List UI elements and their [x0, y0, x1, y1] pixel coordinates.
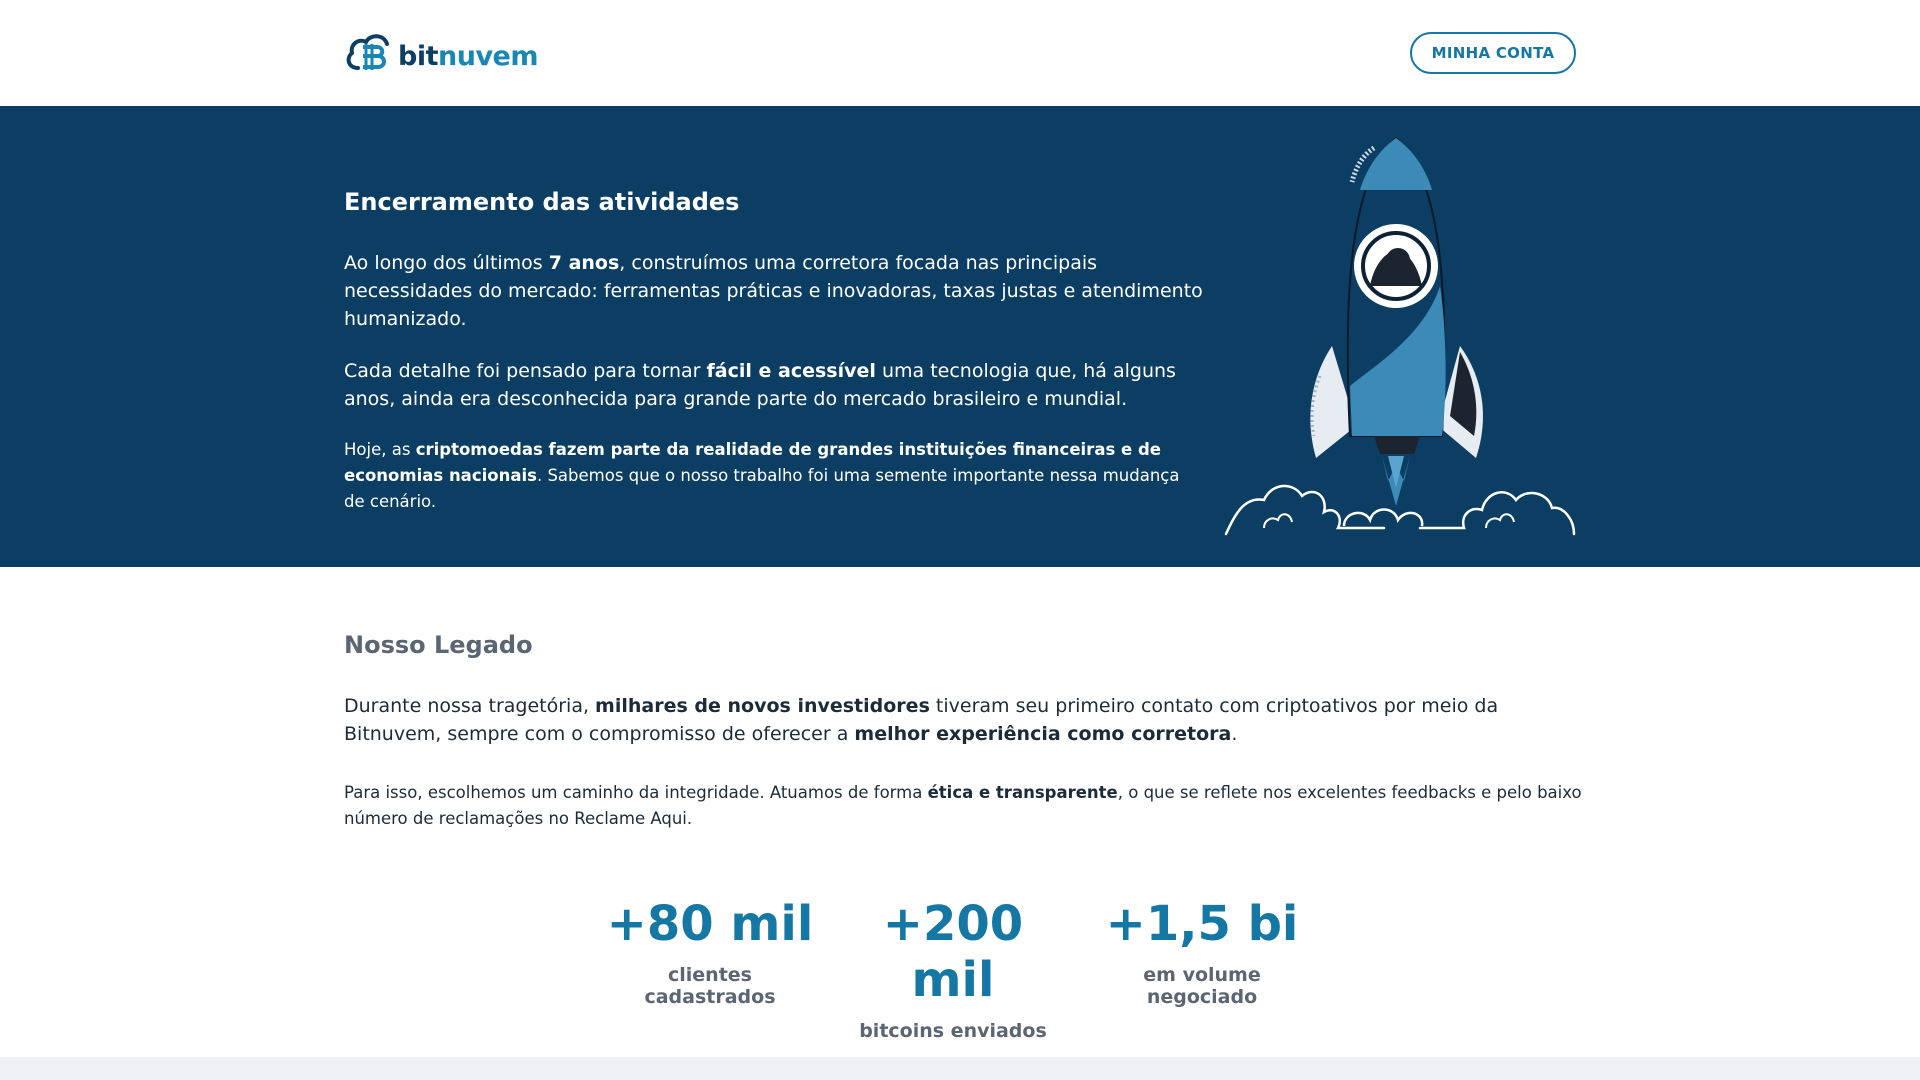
stat-value: +80 mil	[606, 896, 814, 952]
text-bold: 7 anos	[548, 252, 620, 274]
text-bold: fácil e acessível	[706, 360, 876, 382]
closure-hero-section	[0, 106, 1920, 567]
text: .	[1231, 723, 1238, 745]
stat-bitcoins	[840, 896, 1066, 1042]
legacy-paragraph-1	[344, 692, 1584, 748]
text: . Sabemos que o nosso trabalho foi uma semente importante nessa mudança de cenário.	[344, 466, 1180, 511]
stat-clients	[600, 896, 820, 1008]
stat-volume	[1088, 896, 1316, 1008]
my-account-button[interactable]: MINHA CONTA	[1410, 32, 1576, 74]
text: , construímos uma corretora focada nas principais necessidades do mercado: ferramentas práticas e inovadoras, taxas justas e atendimento humanizado.	[344, 252, 1203, 330]
stat-label: em volume negociado	[1143, 964, 1261, 1008]
text: uma tecnologia que, há alguns anos, ainda era desconhecida para grande parte do mercado brasileiro e mundial.	[344, 360, 1176, 410]
text-bold: milhares de novos investidores	[595, 695, 930, 717]
hero-paragraph-1	[344, 249, 1204, 333]
text: Hoje, as	[344, 440, 416, 459]
site-header	[0, 0, 1920, 106]
text-bold: melhor experiência como corretora	[854, 723, 1232, 745]
text: , o que se reflete nos excelentes feedbacks e pelo baixo número de reclamações no Reclame Aqui.	[344, 783, 1582, 828]
stat-value: +1,5 bi	[1105, 896, 1299, 952]
hero-paragraph-2	[344, 357, 1204, 413]
legacy-paragraph-2	[344, 780, 1584, 832]
text: Ao longo dos últimos	[344, 252, 549, 274]
hero-paragraph-3	[344, 437, 1204, 515]
stat-value: +200 mil	[882, 896, 1024, 1008]
bitcoin-cloud-icon	[344, 32, 396, 74]
stat-label: clientes cadastrados	[644, 964, 776, 1008]
stat-label: bitcoins enviados	[859, 1020, 1047, 1042]
footer-band	[0, 1057, 1920, 1080]
legacy-title: Nosso Legado	[344, 631, 533, 659]
legacy-text-block	[344, 631, 1584, 864]
bitnuvem-logo[interactable]	[344, 32, 538, 74]
hero-text-block	[344, 188, 1204, 539]
rocket-illustration	[1224, 136, 1576, 536]
logo-text-bit: bit	[398, 40, 438, 72]
logo-text-nuvem: nuvem	[438, 40, 538, 72]
text: tiveram seu primeiro contato com criptoativos por meio da Bitnuvem, sempre com o compromisso de oferecer a	[344, 695, 1499, 745]
text: Para isso, escolhemos um caminho da integridade. Atuamos de forma	[344, 783, 928, 802]
text-bold: criptomoedas fazem parte da realidade de grandes instituições financeiras e de economias nacionais	[344, 440, 1161, 485]
stats-row	[0, 896, 1920, 1042]
text-bold: ética e transparente	[927, 783, 1118, 802]
text: Durante nossa tragetória,	[344, 695, 596, 717]
text: Cada detalhe foi pensado para tornar	[344, 360, 707, 382]
hero-title: Encerramento das atividades	[344, 188, 740, 216]
